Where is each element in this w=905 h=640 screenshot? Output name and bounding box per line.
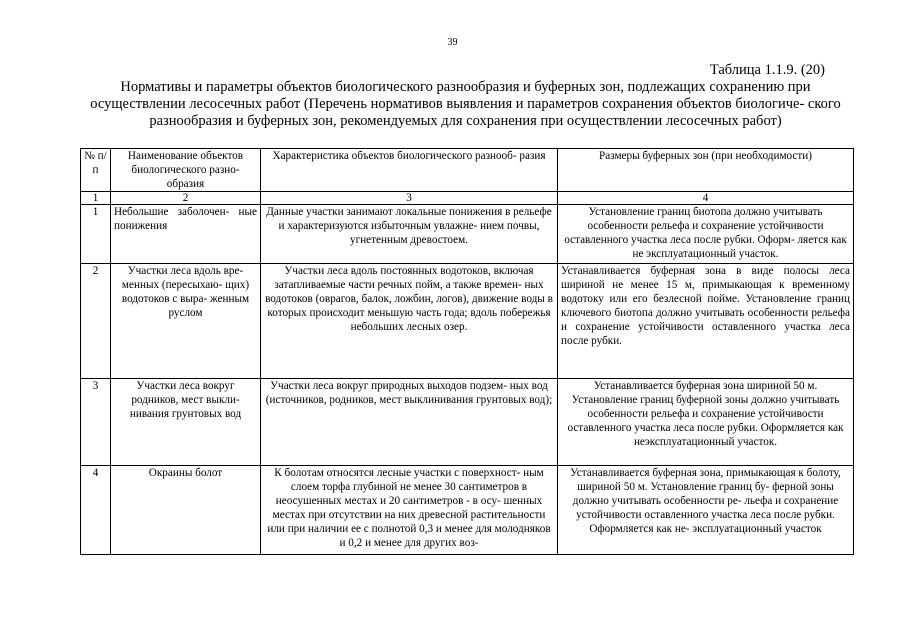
table-row	[81, 379, 854, 466]
table-header-row	[81, 149, 854, 192]
column-index: 4	[558, 192, 854, 205]
row-number: 1	[81, 205, 111, 264]
column-index: 2	[111, 192, 261, 205]
buffer-zone: Устанавливается буферная зона, примыкающая к болоту, шириной 50 м. Установление границ бу- ферной зоны должно учитывать особенности ре- льефа и сохранение устойчивости оставленного участка леса после рубки. Оформляется как не- эксплуатационный участок	[558, 466, 854, 555]
document-title: Нормативы и параметры объектов биологического разнообразия и буферных зон, подлежащих сохранению при осуществлении лесосечных работ (Перечень нормативов выявления и параметров сохранения объектов биологиче- ского разнообразия и буферных зон, рекомендуемых для сохранения при осуществлении лесосечных работ)	[90, 79, 841, 129]
table-index-row	[81, 192, 854, 205]
object-description: Данные участки занимают локальные понижения в рельефе и характеризуются избыточным увлажне- нием почвы, угнетенным древостоем.	[261, 205, 558, 264]
column-index: 1	[81, 192, 111, 205]
header-object-name: Наименование объектов биологического разно- образия	[111, 149, 261, 192]
object-description: Участки леса вокруг природных выходов подзем- ных вод (источников, родников, мест выклинивания грунтовых вод);	[261, 379, 558, 466]
object-description: К болотам относятся лесные участки с поверхност- ным слоем торфа глубиной не менее 30 сантиметров в неосушенных местах и 20 сантиметров - в осу- шенных местах при отсутствии на них древесной растительности или при наличии ее с полнотой 0,3 и менее для молодняков и 0,2 и менее для других воз-	[261, 466, 558, 555]
header-number: № п/п	[81, 149, 111, 192]
page-number: 39	[447, 37, 458, 48]
buffer-zone: Устанавливается буферная зона в виде полосы леса шириной не менее 15 м, примыкающая к временному водотоку или его безлесной пойме. Установление границ ключевого биотопа должно учитывать особенности рельефа и сохранение устойчивости оставленного участка леса после рубки.	[558, 264, 854, 379]
norms-table	[80, 148, 854, 555]
object-name: Окраины болот	[111, 466, 261, 555]
table-row	[81, 205, 854, 264]
table-label: Таблица 1.1.9. (20)	[709, 62, 825, 78]
buffer-zone: Устанавливается буферная зона шириной 50 м. Установление границ буферной зоны должно учитывать особенности рельефа и сохранение устойчивости оставленного участка леса после рубки. Оформляется как неэксплуатационный участок.	[558, 379, 854, 466]
object-description: Участки леса вдоль постоянных водотоков, включая затапливаемые части речных пойм, а также времен- ных водотоков (оврагов, балок, ложбин, логов), движение воды в которых происходит меньшую часть года; вдоль побережья небольших лесных озер.	[261, 264, 558, 379]
buffer-zone: Установление границ биотопа должно учитывать особенности рельефа и сохранение устойчивости оставленного участка леса после рубки. Оформ- ляется как не эксплуатационный участок.	[558, 205, 854, 264]
column-index: 3	[261, 192, 558, 205]
row-number: 2	[81, 264, 111, 379]
table-row	[81, 264, 854, 379]
header-object-characteristics: Характеристика объектов биологического разнооб- разия	[261, 149, 558, 192]
object-name: Участки леса вдоль вре- менных (пересыхаю- щих) водотоков с выра- женным руслом	[111, 264, 261, 379]
table-row	[81, 466, 854, 555]
row-number: 4	[81, 466, 111, 555]
row-number: 3	[81, 379, 111, 466]
object-name: Участки леса вокруг родников, мест выкли- нивания грунтовых вод	[111, 379, 261, 466]
header-buffer-zone-size: Размеры буферных зон (при необходимости)	[558, 149, 854, 192]
object-name: Небольшие заболочен- ные понижения	[111, 205, 261, 264]
